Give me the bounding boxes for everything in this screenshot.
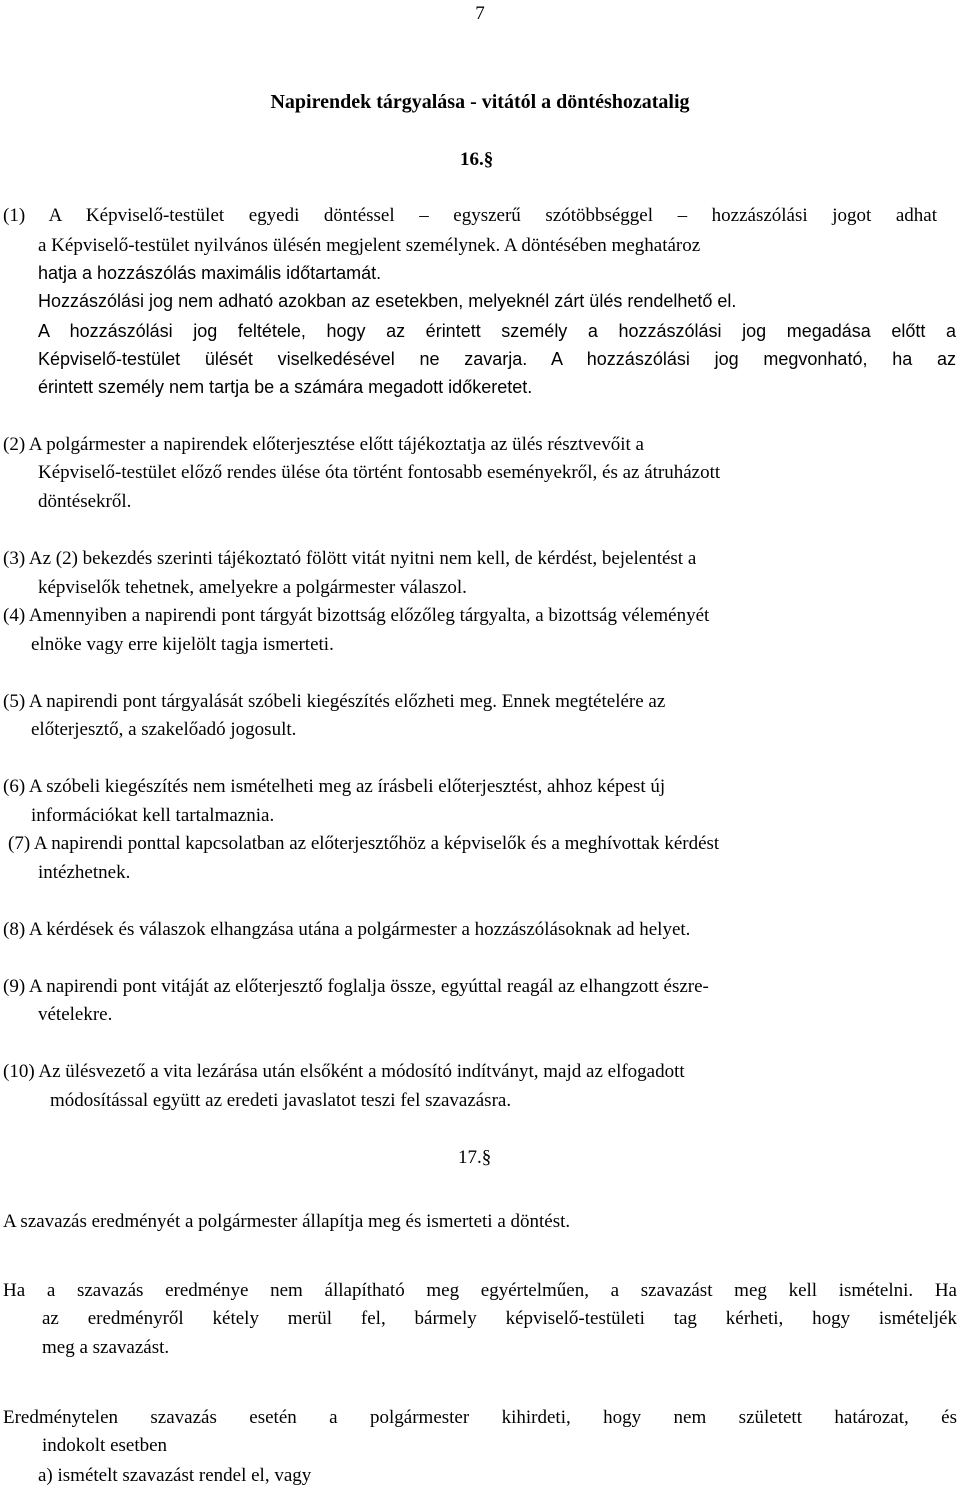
text-line: (1) A Képviselő-testület egyedi döntéssel – egyszerű szótöbbséggel – hozzászólási jogot adhat [3,205,937,226]
text-line: (10) Az ülésvezető a vita lezárása után elsőként a módosító indítványt, majd az elfogadott [3,1061,685,1082]
text-line: vételekre. [38,1004,113,1025]
text-line: a Képviselő-testület nyilvános ülésén megjelent személynek. A döntésében meghatároz [38,235,701,256]
page-number: 7 [475,3,485,24]
text-line: A hozzászólási jog feltétele, hogy az érintett személy a hozzászólási jog megadása előtt a [38,321,956,341]
text-line: (7) A napirendi ponttal kapcsolatban az előterjesztőhöz a képviselők és a meghívottak kérdést [8,833,720,854]
text-line: Ha a szavazás eredménye nem állapítható meg egyértelműen, a szavazást meg kell ismételni. Ha [3,1280,957,1301]
text-line: Hozzászólási jog nem adható azokban az esetekben, melyeknél zárt ülés rendelhető el. [38,291,737,311]
text-line: érintett személy nem tartja be a számára megadott időkeretet. [38,377,533,397]
text-line: A szavazás eredményét a polgármester állapítja meg és ismerteti a döntést. [3,1211,571,1232]
text-line: (3) Az (2) bekezdés szerinti tájékoztató fölött vitát nyitni nem kell, de kérdést, bejelentést a [3,548,697,569]
text-line: Képviselő-testület ülését viselkedésével ne zavarja. A hozzászólási jog megvonható, ha az [38,349,956,369]
text-line: (6) A szóbeli kiegészítés nem ismételheti meg az írásbeli előterjesztést, ahhoz képest új [3,776,666,797]
text-line: meg a szavazást. [42,1337,170,1358]
text-line: Képviselő-testület előző rendes ülése óta történt fontosabb eseményekről, és az átruházott [38,462,721,483]
text-line: döntésekről. [38,491,132,512]
text-line: indokolt esetben [42,1435,168,1456]
text-line: (5) A napirendi pont tárgyalását szóbeli kiegészítés előzheti meg. Ennek megtételére az [3,691,666,712]
text-line: hatja a hozzászólás maximális időtartamát. [38,263,382,283]
list-item-a: a) ismételt szavazást rendel el, vagy [38,1465,312,1486]
text-line: (2) A polgármester a napirendek előterjesztése előtt tájékoztatja az ülés résztvevőit a [3,434,644,455]
text-line: Eredménytelen szavazás esetén a polgármester kihirdeti, hogy nem született határozat, és [3,1407,957,1428]
text-line: elnöke vagy erre kijelölt tagja ismerteti. [31,634,334,655]
section-16-number: 16.§ [460,149,494,170]
text-line: információkat kell tartalmaznia. [31,805,275,826]
text-line: (4) Amennyiben a napirendi pont tárgyát bizottság előzőleg tárgyalta, a bizottság véleményét [3,605,710,626]
section-17-number: 17.§ [458,1147,492,1168]
text-line: képviselők tehetnek, amelyekre a polgármester válaszol. [38,577,467,598]
page-heading: Napirendek tárgyalása - vitától a döntéshozatalig [270,91,690,113]
text-line: az eredményről kétely merül fel, bármely képviselő-testületi tag kérheti, hogy ismételjék [42,1308,957,1329]
text-line: (9) A napirendi pont vitáját az előterjesztő foglalja össze, egyúttal reagál az elhangzott észre- [3,976,709,997]
text-line: (8) A kérdések és válaszok elhangzása utána a polgármester a hozzászólásoknak ad helyet. [3,919,691,940]
text-line: előterjesztő, a szakelőadó jogosult. [31,719,297,740]
text-line: intézhetnek. [38,862,131,883]
text-line: módosítással együtt az eredeti javaslatot teszi fel szavazásra. [50,1090,512,1111]
